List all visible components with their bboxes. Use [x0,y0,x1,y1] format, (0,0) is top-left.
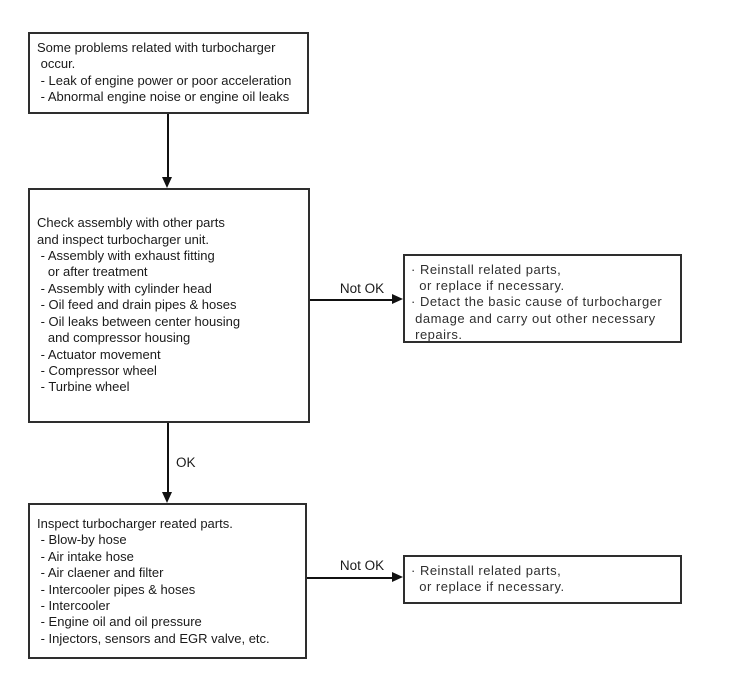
remedy-simple-box [403,555,682,604]
ok-label: OK [176,455,196,470]
box-line: Check assembly with other parts [37,215,225,231]
box-line: - Intercooler [37,598,110,614]
not-ok-arrow-1-head-icon [392,294,403,304]
not-ok-arrow-2-head-icon [392,572,403,582]
box-line: · Reinstall related parts, [411,262,562,277]
box-line: - Actuator movement [37,346,161,362]
not-ok-arrow-2-line [307,577,393,579]
box-line: - Abnormal engine noise or engine oil leaks [37,89,290,105]
check-assembly-box [28,188,310,423]
not-ok-label-1: Not OK [339,281,385,296]
box-line: - Blow-by hose [37,532,127,548]
box-line: damage and carry out other necessary [411,310,656,326]
box-line: occur. [37,56,76,72]
box-line: · Detact the basic cause of turbocharger [411,294,663,310]
box-line: and inspect turbocharger unit. [37,231,209,247]
down-arrow-2-head-icon [162,492,172,503]
box-line: · Reinstall related parts, [411,563,562,578]
box-line: - Air claener and filter [37,565,164,581]
down-arrow-1-line [167,114,169,180]
not-ok-label-2: Not OK [339,558,385,573]
box-line: or replace if necessary. [411,278,565,294]
box-line: repairs. [411,326,463,342]
box-line: - Compressor wheel [37,362,157,378]
box-line: - Assembly with cylinder head [37,280,212,296]
inspect-related-parts-box [28,503,307,659]
box-line: - Injectors, sensors and EGR valve, etc. [37,630,270,646]
box-line: - Engine oil and oil pressure [37,614,202,630]
box-line: - Intercooler pipes & hoses [37,581,196,597]
box-line: Some problems related with turbocharger [37,40,276,55]
box-line: or after treatment [37,264,148,280]
down-arrow-2-line [167,423,169,493]
box-line: - Assembly with exhaust fitting [37,248,215,264]
box-line: Inspect turbocharger reated parts. [37,516,233,531]
problem-box [28,32,309,114]
box-line: - Oil leaks between center housing [37,313,241,329]
box-line: - Oil feed and drain pipes & hoses [37,297,237,313]
box-line: and compressor housing [37,330,191,346]
box-line: - Air intake hose [37,548,134,564]
box-line: - Leak of engine power or poor acceleration [37,72,292,88]
not-ok-arrow-1-line [310,299,393,301]
box-line: - Turbine wheel [37,379,130,395]
box-line: or replace if necessary. [411,579,565,595]
remedy-detailed-box [403,254,682,343]
down-arrow-1-head-icon [162,177,172,188]
